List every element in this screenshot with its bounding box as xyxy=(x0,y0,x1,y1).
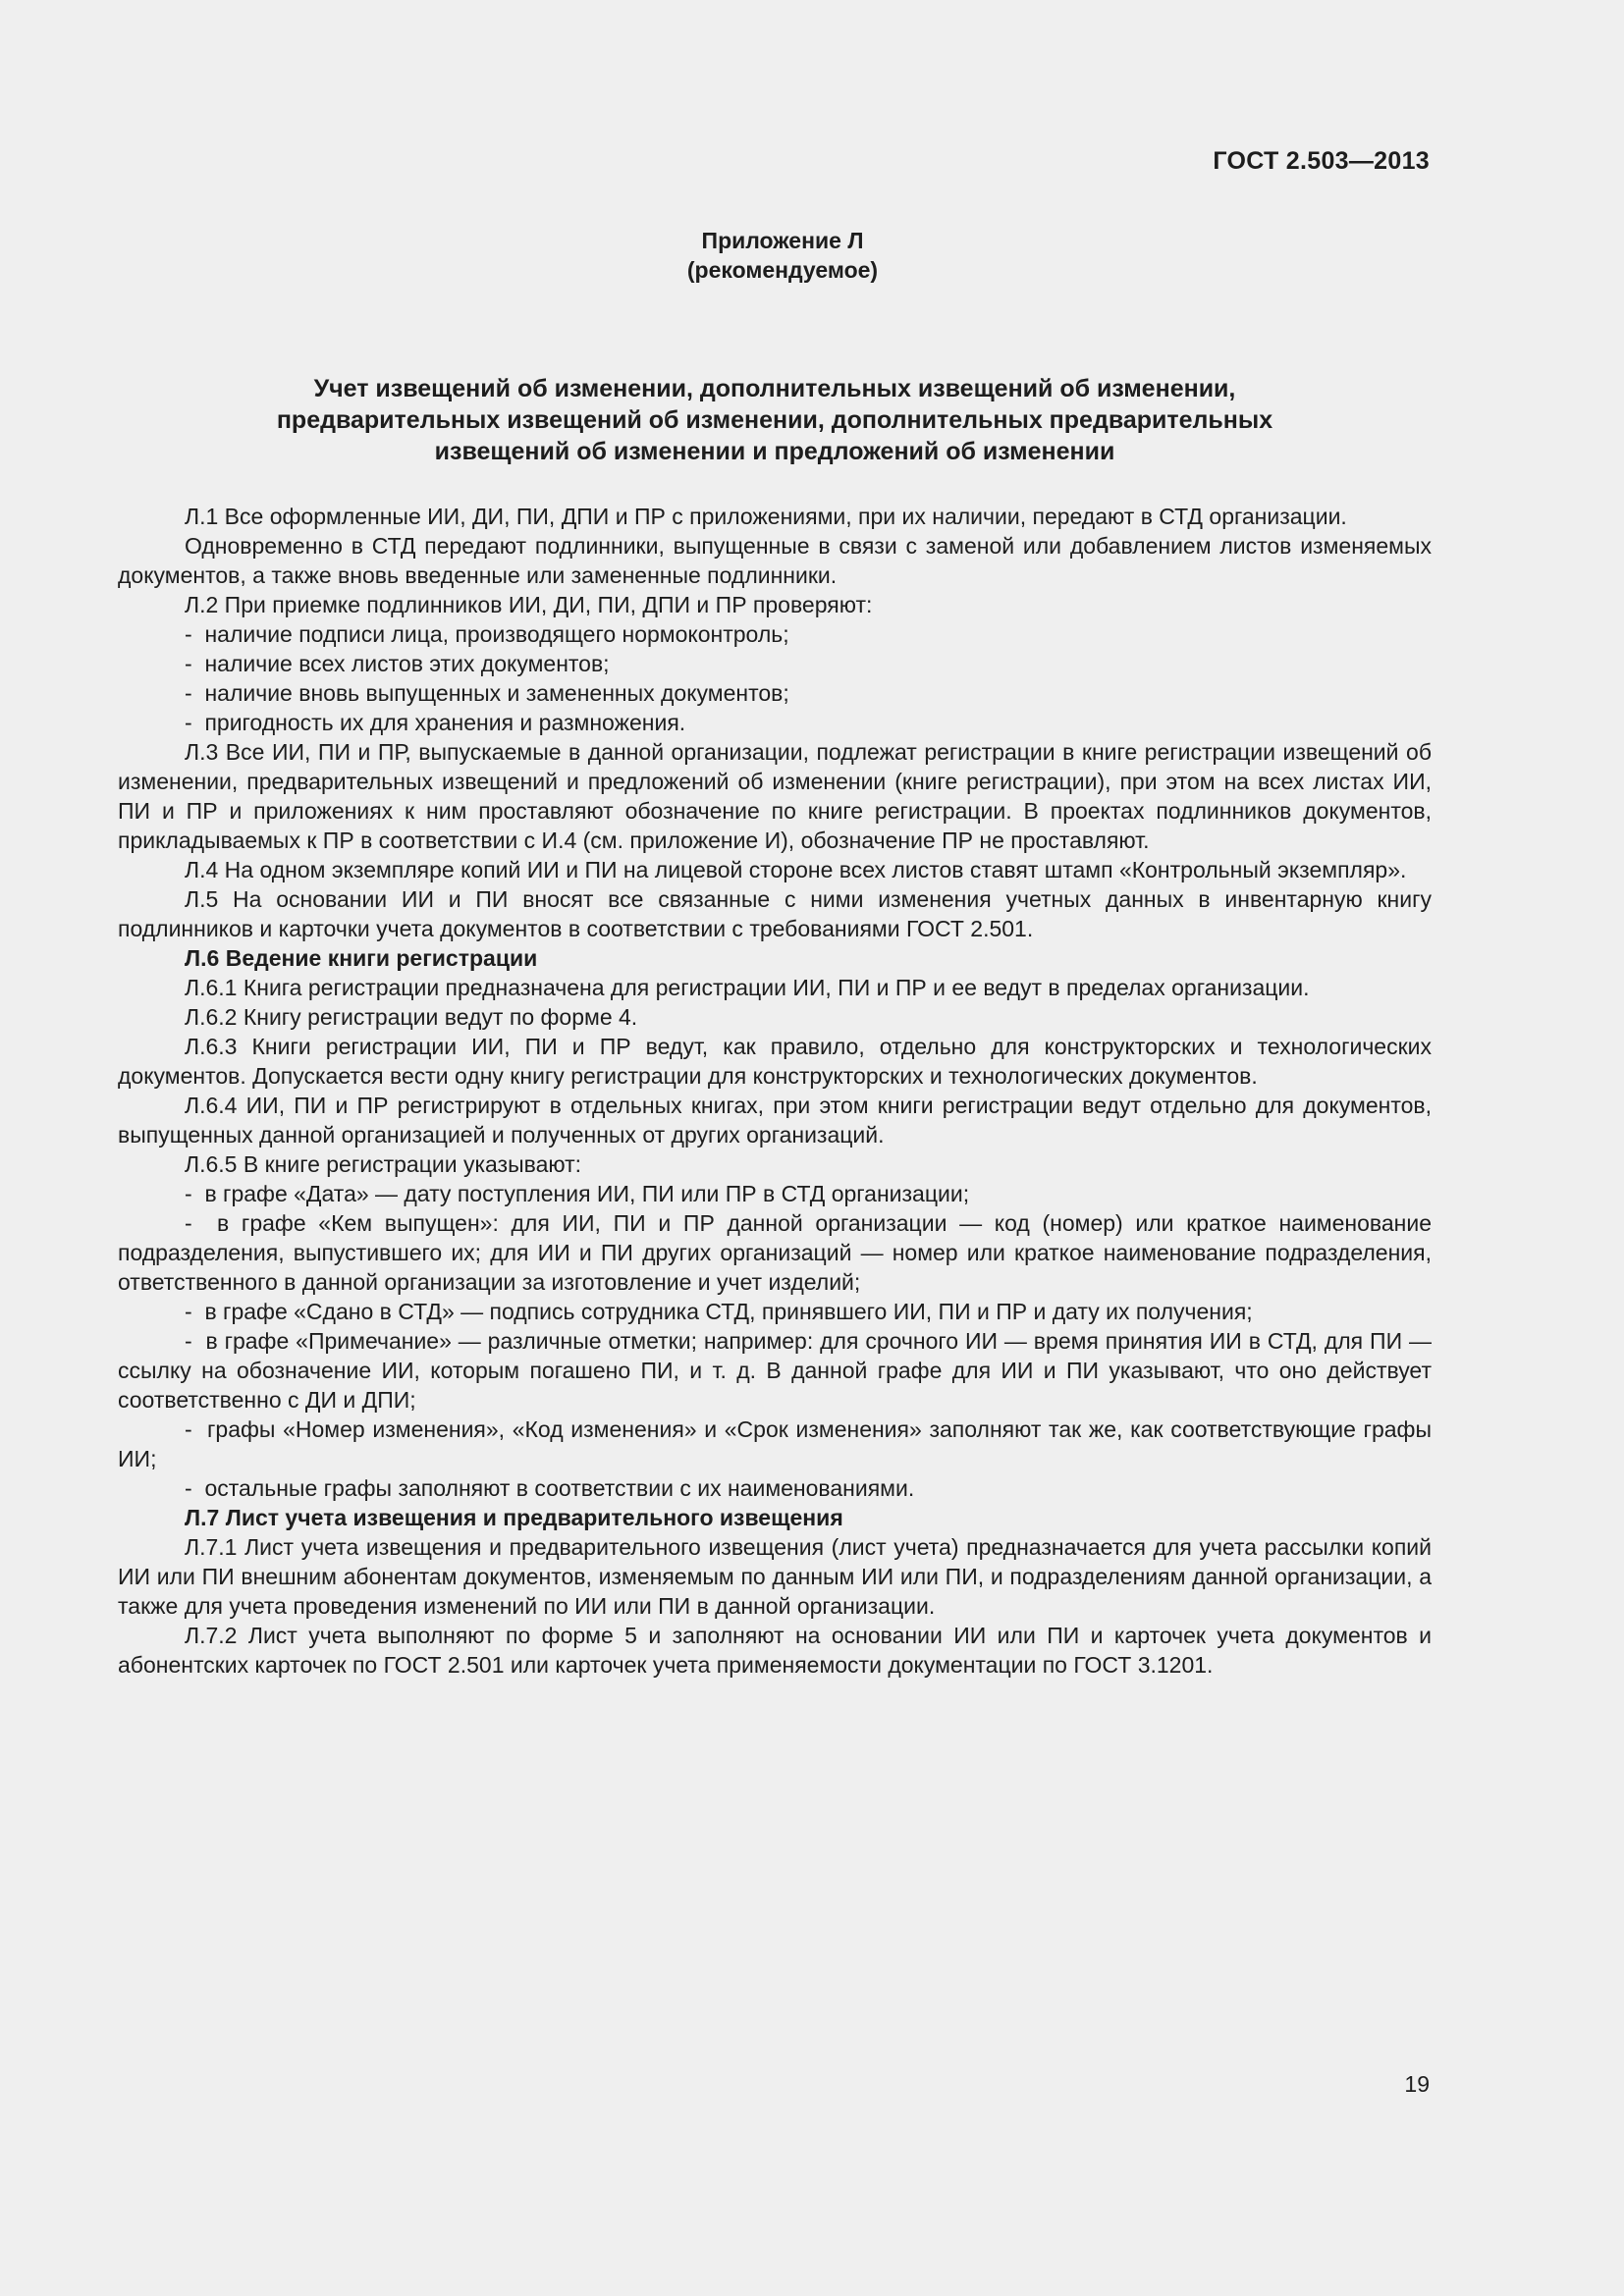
paragraph: Л.6.3 Книги регистрации ИИ, ПИ и ПР ведут, как правило, отдельно для конструкторских и технологических документов. Допускается вести одну книгу регистрации для конструкторских и технологических документов. xyxy=(118,1034,1432,1089)
appendix-title: Приложение Л xyxy=(701,228,864,253)
paragraph: Л.6.5 В книге регистрации указывают: xyxy=(185,1151,582,1177)
list-item: - в графе «Примечание» — различные отметки; например: для срочного ИИ — время принятия ИИ в СТД, для ПИ — ссылку на обозначение ИИ, которым погашено ПИ, и т. д. В данной графе для ИИ и ПИ указывают, что оно действует соответственно с ДИ и ДПИ; xyxy=(118,1326,1432,1415)
list-item: - пригодность их для хранения и размножения. xyxy=(118,708,1432,737)
list-item: - наличие подписи лица, производящего нормоконтроль; xyxy=(118,619,1432,649)
list-item: - графы «Номер изменения», «Код изменения» и «Срок изменения» заполняют так же, как соответствующие графы ИИ; xyxy=(118,1415,1432,1473)
subsection-heading: Л.7 Лист учета извещения и предварительного извещения xyxy=(185,1505,843,1530)
paragraph: Л.4 На одном экземпляре копий ИИ и ПИ на лицевой стороне всех листов ставят штамп «Контрольный экземпляр». xyxy=(185,857,1407,882)
paragraph: Л.5 На основании ИИ и ПИ вносят все связанные с ними изменения учетных данных в инвентарную книгу подлинников и карточки учета документов в соответствии с требованиями ГОСТ 2.501. xyxy=(118,886,1432,941)
paragraph: Л.6.2 Книгу регистрации ведут по форме 4. xyxy=(185,1004,638,1030)
page-number: 19 xyxy=(1404,2071,1430,2097)
list-item: - в графе «Сдано в СТД» — подпись сотрудника СТД, принявшего ИИ, ПИ и ПР и дату их получения; xyxy=(118,1297,1432,1326)
paragraph: Одновременно в СТД передают подлинники, выпущенные в связи с заменой или добавлением листов изменяемых документов, а также вновь введенные или замененные подлинники. xyxy=(118,533,1432,588)
appendix-heading xyxy=(0,226,1565,285)
paragraph: Л.7.2 Лист учета выполняют по форме 5 и заполняют на основании ИИ или ПИ и карточек учета документов и абонентских карточек по ГОСТ 2.501 или карточек учета применяемости документации по ГОСТ 3.1201. xyxy=(118,1623,1432,1678)
document-code: ГОСТ 2.503—2013 xyxy=(1213,147,1430,175)
document-body xyxy=(118,502,1432,1680)
paragraph: Л.6.1 Книга регистрации предназначена для регистрации ИИ, ПИ и ПР и ее ведут в пределах организации. xyxy=(185,975,1310,1000)
paragraph: Л.3 Все ИИ, ПИ и ПР, выпускаемые в данной организации, подлежат регистрации в книге регистрации извещений об изменении, предварительных извещений и предложений об изменении (книге регистрации), при этом на всех листах ИИ, ПИ и ПР и приложениях к ним проставляют обозначение по книге регистрации. В проектах подлинников документов, прикладываемых к ПР в соответствии с И.4 (см. приложение И), обозначение ПР не проставляют. xyxy=(118,739,1432,853)
section-title-line: предварительных извещений об изменении, дополнительных предварительных xyxy=(276,406,1273,434)
paragraph: Л.6.4 ИИ, ПИ и ПР регистрируют в отдельных книгах, при этом книги регистрации ведут отдельно для документов, выпущенных данной организацией и полученных от других организаций. xyxy=(118,1093,1432,1148)
list-item: - в графе «Дата» — дату поступления ИИ, ПИ или ПР в СТД организации; xyxy=(118,1179,1432,1208)
paragraph: Л.7.1 Лист учета извещения и предварительного извещения (лист учета) предназначается для учета рассылки копий ИИ или ПИ внешним абонентам документов, изменяемым по данным ИИ или ПИ, и подразделениям данной организации, а также для учета проведения изменений по ИИ или ПИ в данной организации. xyxy=(118,1534,1432,1619)
section-title-line: извещений об изменении и предложений об изменении xyxy=(434,438,1115,465)
list-item: - в графе «Кем выпущен»: для ИИ, ПИ и ПР данной организации — код (номер) или краткое наименование подразделения, выпустившего их; для ИИ и ПИ других организаций — номер или краткое наименование подразделения, ответственного в данной организации за изготовление и учет изделий; xyxy=(118,1208,1432,1297)
list-item: - остальные графы заполняют в соответствии с их наименованиями. xyxy=(118,1473,1432,1503)
paragraph: Л.2 При приемке подлинников ИИ, ДИ, ПИ, ДПИ и ПР проверяют: xyxy=(185,592,873,617)
paragraph: Л.1 Все оформленные ИИ, ДИ, ПИ, ДПИ и ПР с приложениями, при их наличии, передают в СТД организации. xyxy=(185,504,1347,529)
appendix-kind: (рекомендуемое) xyxy=(686,257,879,283)
subsection-heading: Л.6 Ведение книги регистрации xyxy=(185,945,538,971)
list-item: - наличие вновь выпущенных и замененных документов; xyxy=(118,678,1432,708)
section-title-line: Учет извещений об изменении, дополнительных извещений об изменении, xyxy=(313,375,1236,402)
list-item: - наличие всех листов этих документов; xyxy=(118,649,1432,678)
section-title xyxy=(118,373,1432,467)
